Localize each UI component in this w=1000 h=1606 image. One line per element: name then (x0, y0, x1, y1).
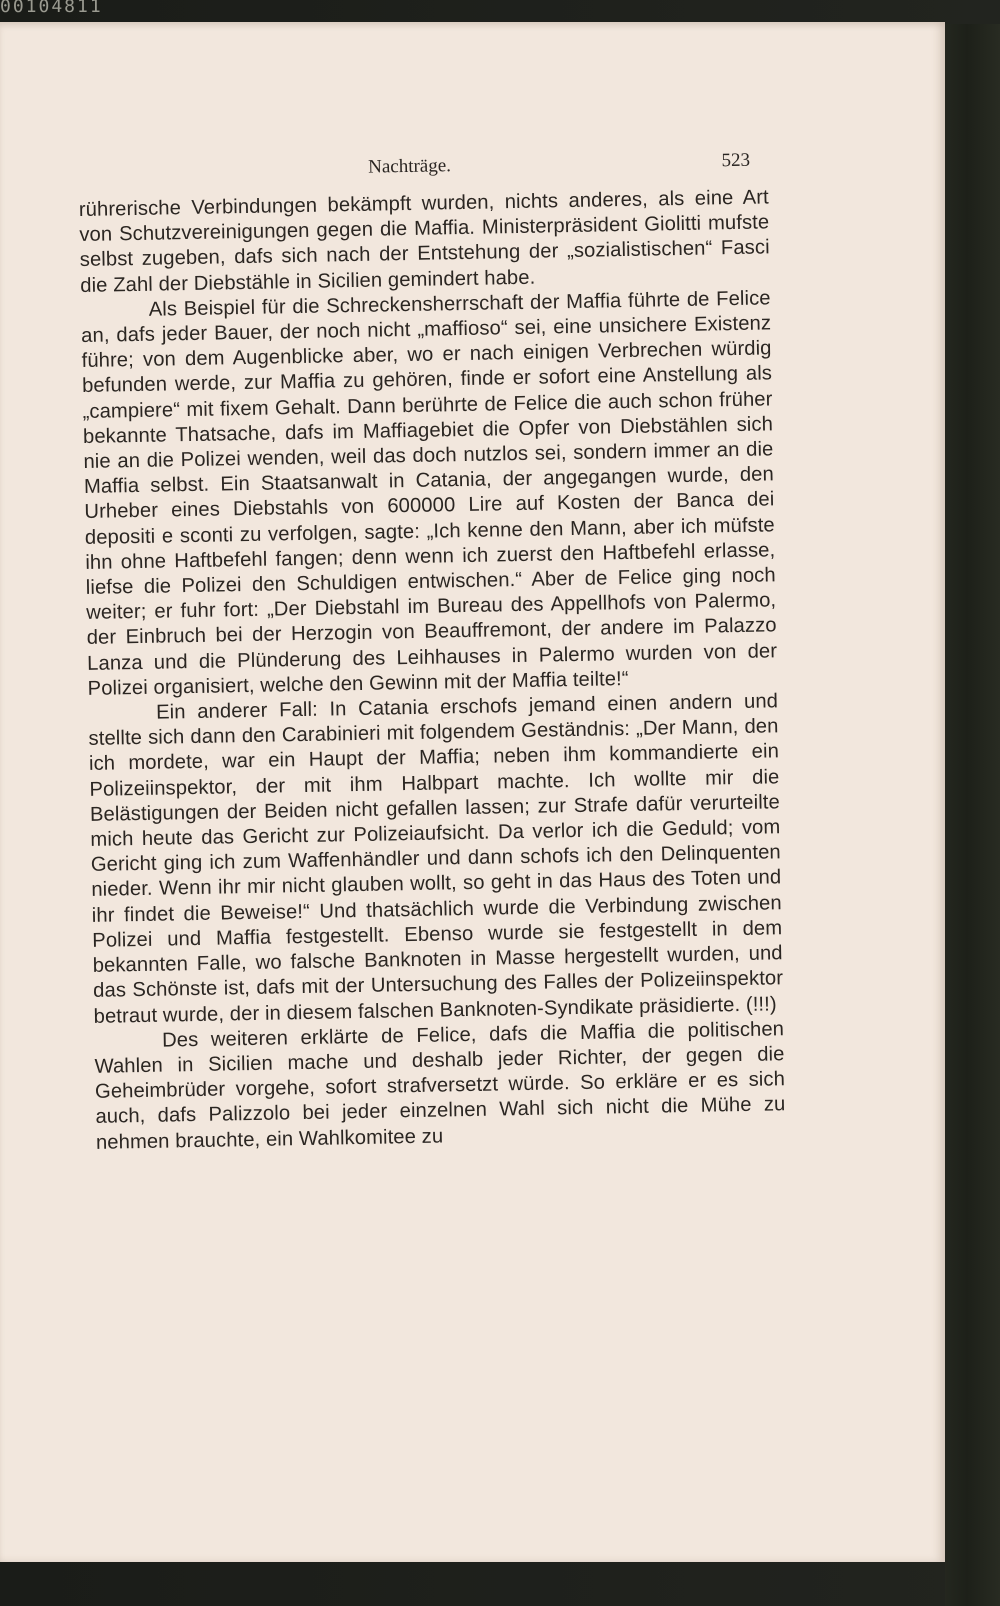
running-head: Nachträge. (367, 155, 452, 178)
page-number: 523 (721, 149, 751, 172)
paragraph-1: rührerische Verbindungen bekämpft wurden, nichts anderes, als eine Art von Schutzvereinigungen gegen die Maffia. Ministerpräsident Giolitti mufste selbst zugeben, dafs sich nach der Entstehung der „sozialistischen“ Fasci die Zahl der Diebstähle in Sicilien gemindert habe. (78, 186, 770, 297)
paragraph-4: Des weiteren erklärte de Felice, dafs die Maffia die politischen Wahlen in Sicilien mache und deshalb jeder Richter, der gegen die Geheimbrüder vorgehe, sofort strafversetzt würde. So erkläre er es sich auch, dafs Palizzolo bei jeder einzelnen Wahl sich nicht die Mühe zu nehmen brauchte, ein Wahlkomitee zu (94, 1017, 786, 1154)
scan-label: 00104811 (0, 0, 103, 17)
book-page (0, 22, 945, 1562)
scanner-edge (945, 24, 1000, 1606)
paragraph-2: Als Beispiel für die Schreckensherrschaft der Maffia führte de Felice an, dafs jeder Bauer, der noch nicht „maffioso“ sei, eine unsichere Existenz führe; von dem Augenblicke aber, wo er nach einigen Verbrechen würdig befunden werde, zur Maffia zu gehören, finde er sofort eine Anstellung als „campiere“ mit fixem Gehalt. Dann berührte de Felice die auch schon früher bekannte Thatsache, dafs im Maffiagebiet die Opfer von Diebstählen sich nie an die Polizei wenden, weil das doch nutzlos sei, sondern immer an die Maffia selbst. Ein Staatsanwalt in Catania, der angegangen wurde, den Urheber eines Diebstahls von 600000 Lire auf Kosten der Banca dei depositi e sconti zu verfolgen, sagte: „Ich kenne den Mann, aber ich müfste ihn ohne Haftbefehl fangen; denn wenn ich zuerst den Haftbefehl erlasse, liefse die Polizei den Schuldigen entwischen.“ Aber de Felice ging noch weiter; er fuhr fort: „Der Diebstahl im Bureau des Appellhofs von Palermo, der Einbruch bei der Herzogin von Beauffremont, der andere im Palazzo Lanza und die Plünderung des Leihhauses in Palermo wurden von der Polizei organisiert, welche den Gewinn mit der Maffia teilte!“ (80, 287, 778, 700)
body-text (79, 185, 786, 1155)
paragraph-3: Ein anderer Fall: In Catania erschofs jemand einen andern und stellte sich dann den Carabinieri mit folgendem Geständnis: „Der Mann, den ich mordete, war ein Haupt der Maffia; neben ihm kommandierte ein Polizeiinspektor, der mit ihm Halbpart machte. Ich wollte mir die Belästigungen der Beiden nicht gefallen lassen; zur Strafe dafür verurteilte mich heute das Gericht zur Polizeiaufsicht. Da verlor ich die Geduld; vom Gericht ging ich zum Waffenhändler und dann schofs ich den Delinquenten nieder. Wenn ihr mir nicht glauben wollt, so geht in das Haus des Toten und ihr findet die Beweise!“ Und thatsächlich wurde die Verbindung zwischen Polizei und Maffia festgestellt. Ebenso wurde sie festgestellt in dem bekannten Falle, wo falsche Banknoten in Masse hergestellt wurden, und das Schönste ist, dafs mit der Untersuchung des Falles der Polizeiinspektor betraut wurde, der in diesem falschen Banknoten-Syndikate präsidierte. (!!!) (88, 690, 784, 1028)
page-content (78, 149, 786, 1155)
